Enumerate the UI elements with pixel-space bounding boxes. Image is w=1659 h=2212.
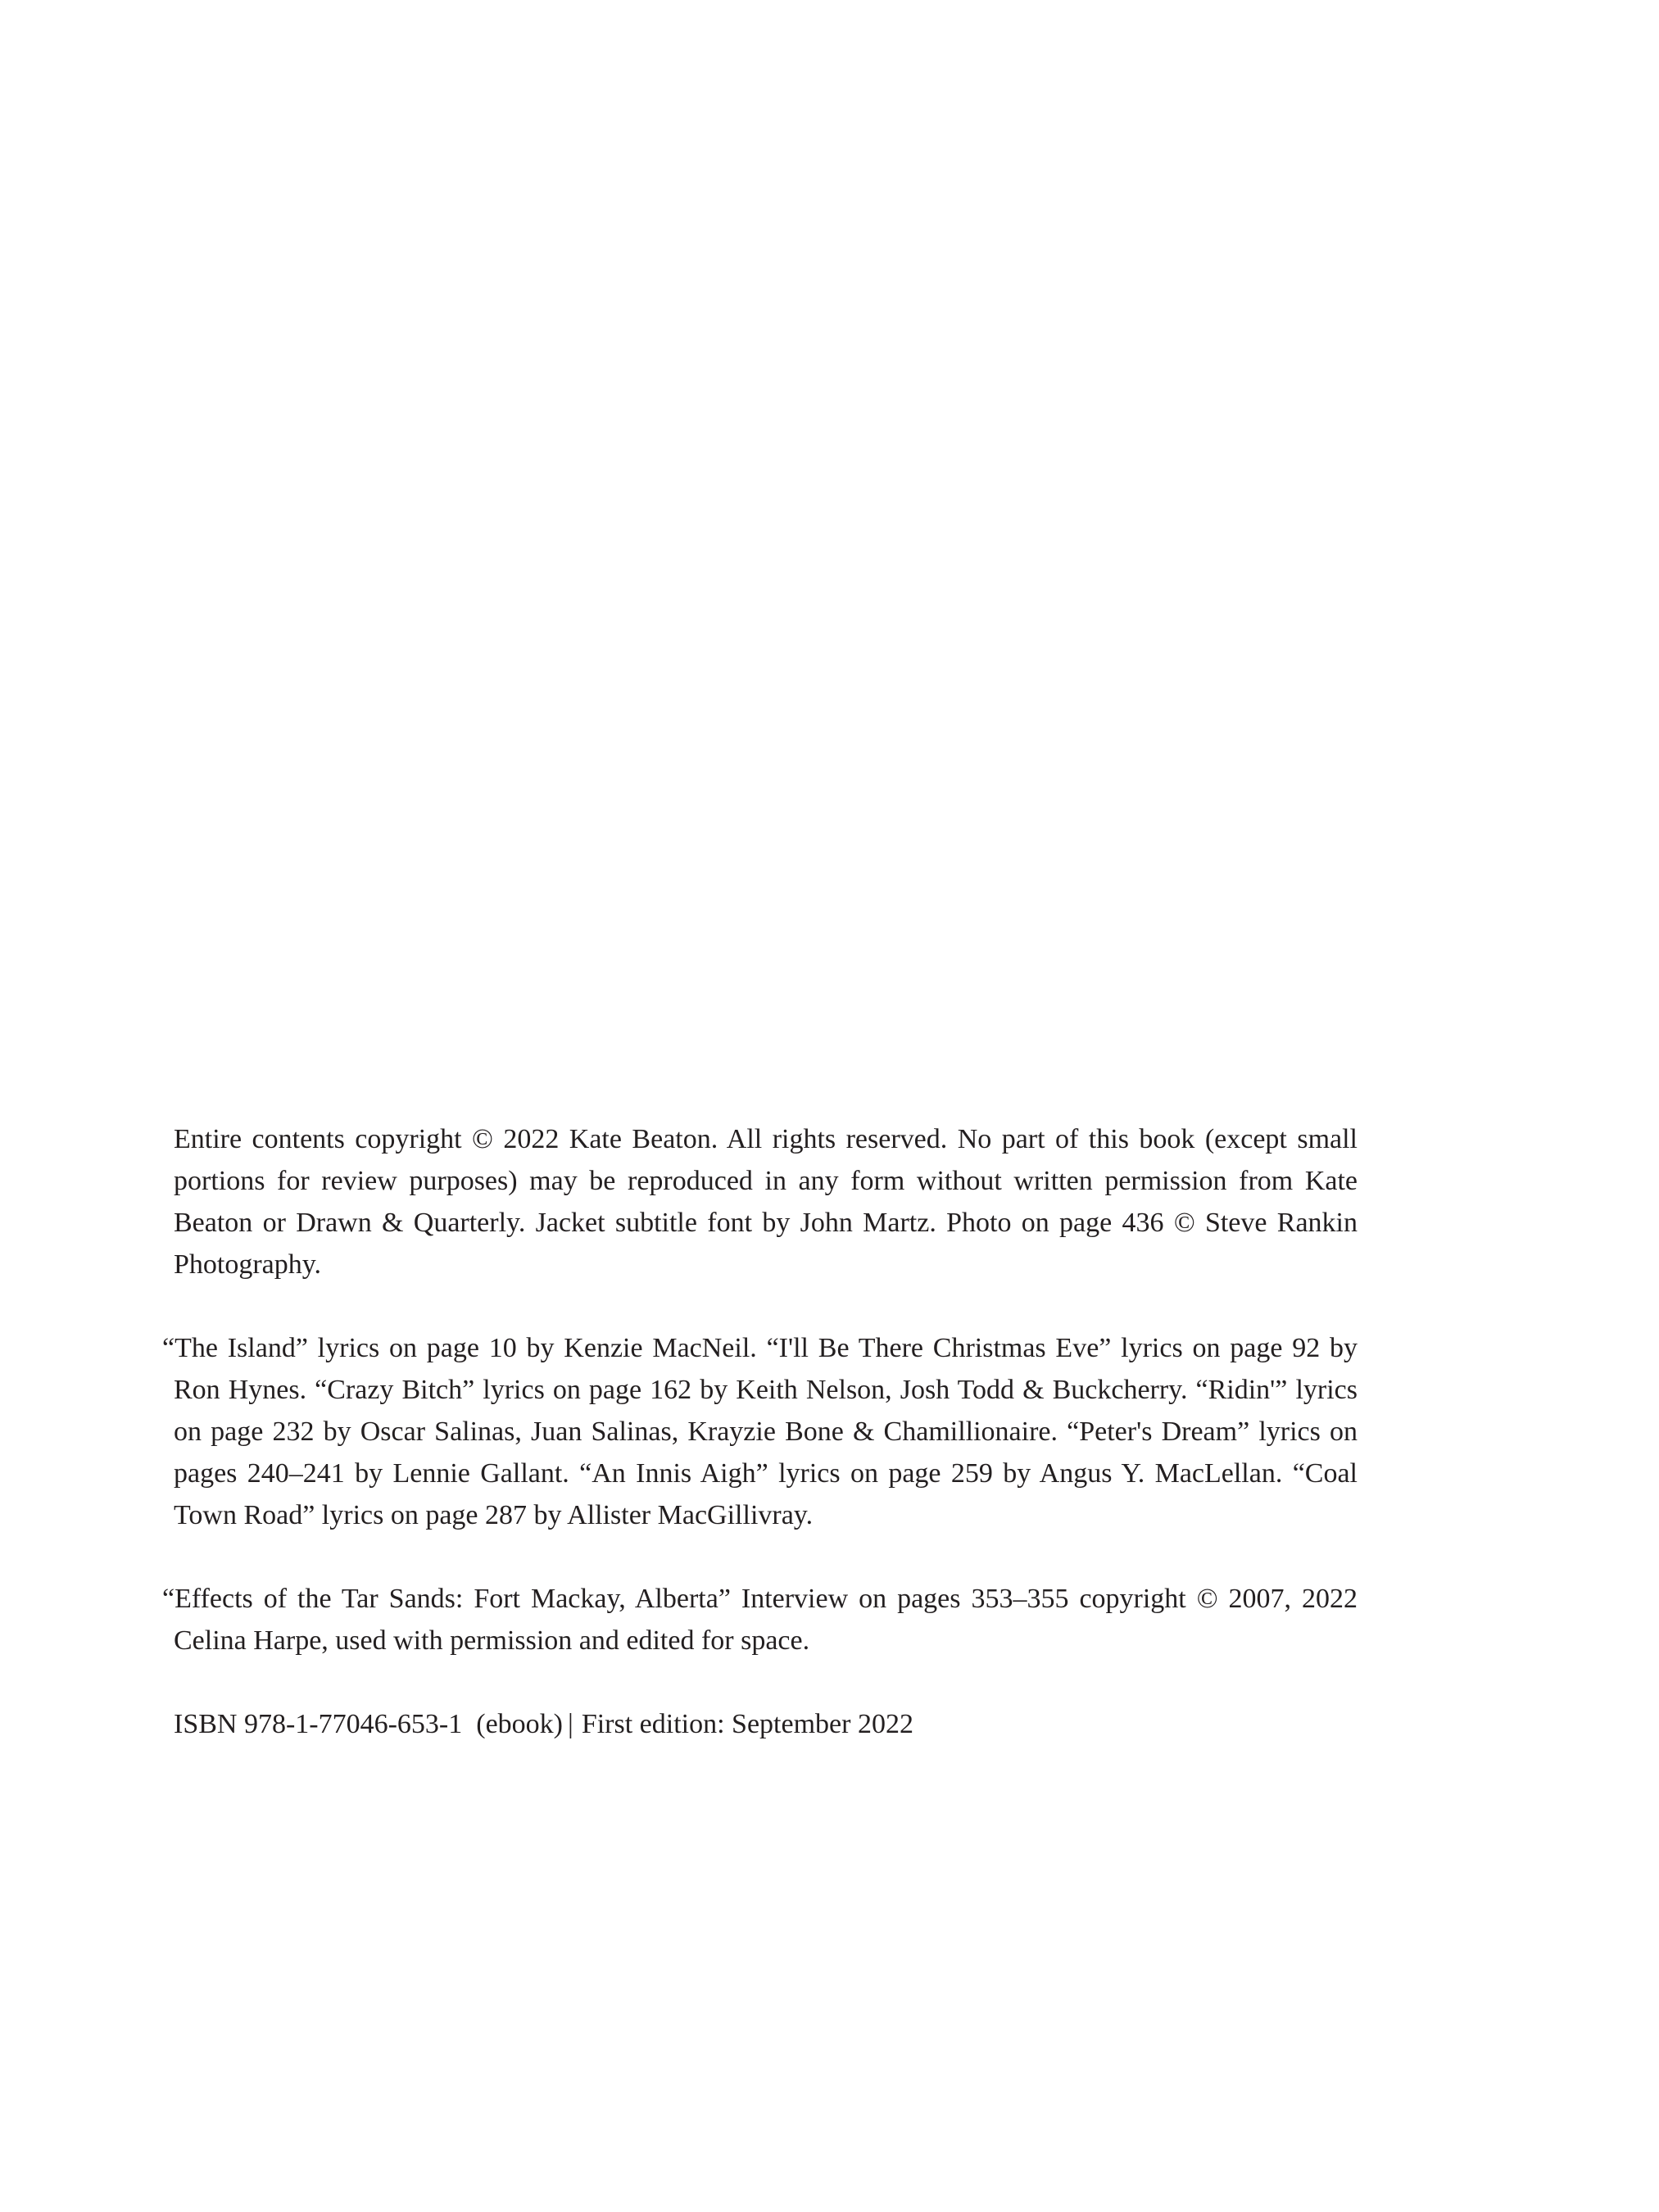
copyright-text-block	[162, 1118, 1358, 1745]
interview-credit: “Effects of the Tar Sands: Fort Mackay, Alberta” Interview on pages 353–355 copyright © 2007, 2022 Celina Harpe, used with permission and edited for space.	[162, 1584, 1358, 1656]
copyright-notice: Entire contents copyright © 2022 Kate Beaton. All rights reserved. No part of this book (except small portions for review purposes) may be reproduced in any form without written permission from Kate Beaton or Drawn & Quarterly. Jacket subtitle font by John Martz. Photo on page 436 © Steve Rankin Photography.	[174, 1124, 1358, 1280]
edition: First edition: September 2022	[581, 1709, 913, 1739]
isbn-edition-line	[174, 1703, 1358, 1745]
isbn-separator: |	[568, 1709, 573, 1739]
isbn: ISBN 978-1-77046-653-1 (ebook)	[174, 1709, 563, 1739]
lyrics-credits: “The Island” lyrics on page 10 by Kenzie MacNeil. “I'll Be There Christmas Eve” lyrics on page 92 by Ron Hynes. “Crazy Bitch” lyrics on page 162 by Keith Nelson, Josh Todd & Buckcherry. “Ridin'” lyrics on page 232 by Oscar Salinas, Juan Salinas, Krayzie Bone & Chamillionaire. “Peter's Dream” lyrics on pages 240–241 by Lennie Gallant. “An Innis Aigh” lyrics on page 259 by Angus Y. MacLellan. “Coal Town Road” lyrics on page 287 by Allister MacGillivray.	[162, 1333, 1358, 1530]
